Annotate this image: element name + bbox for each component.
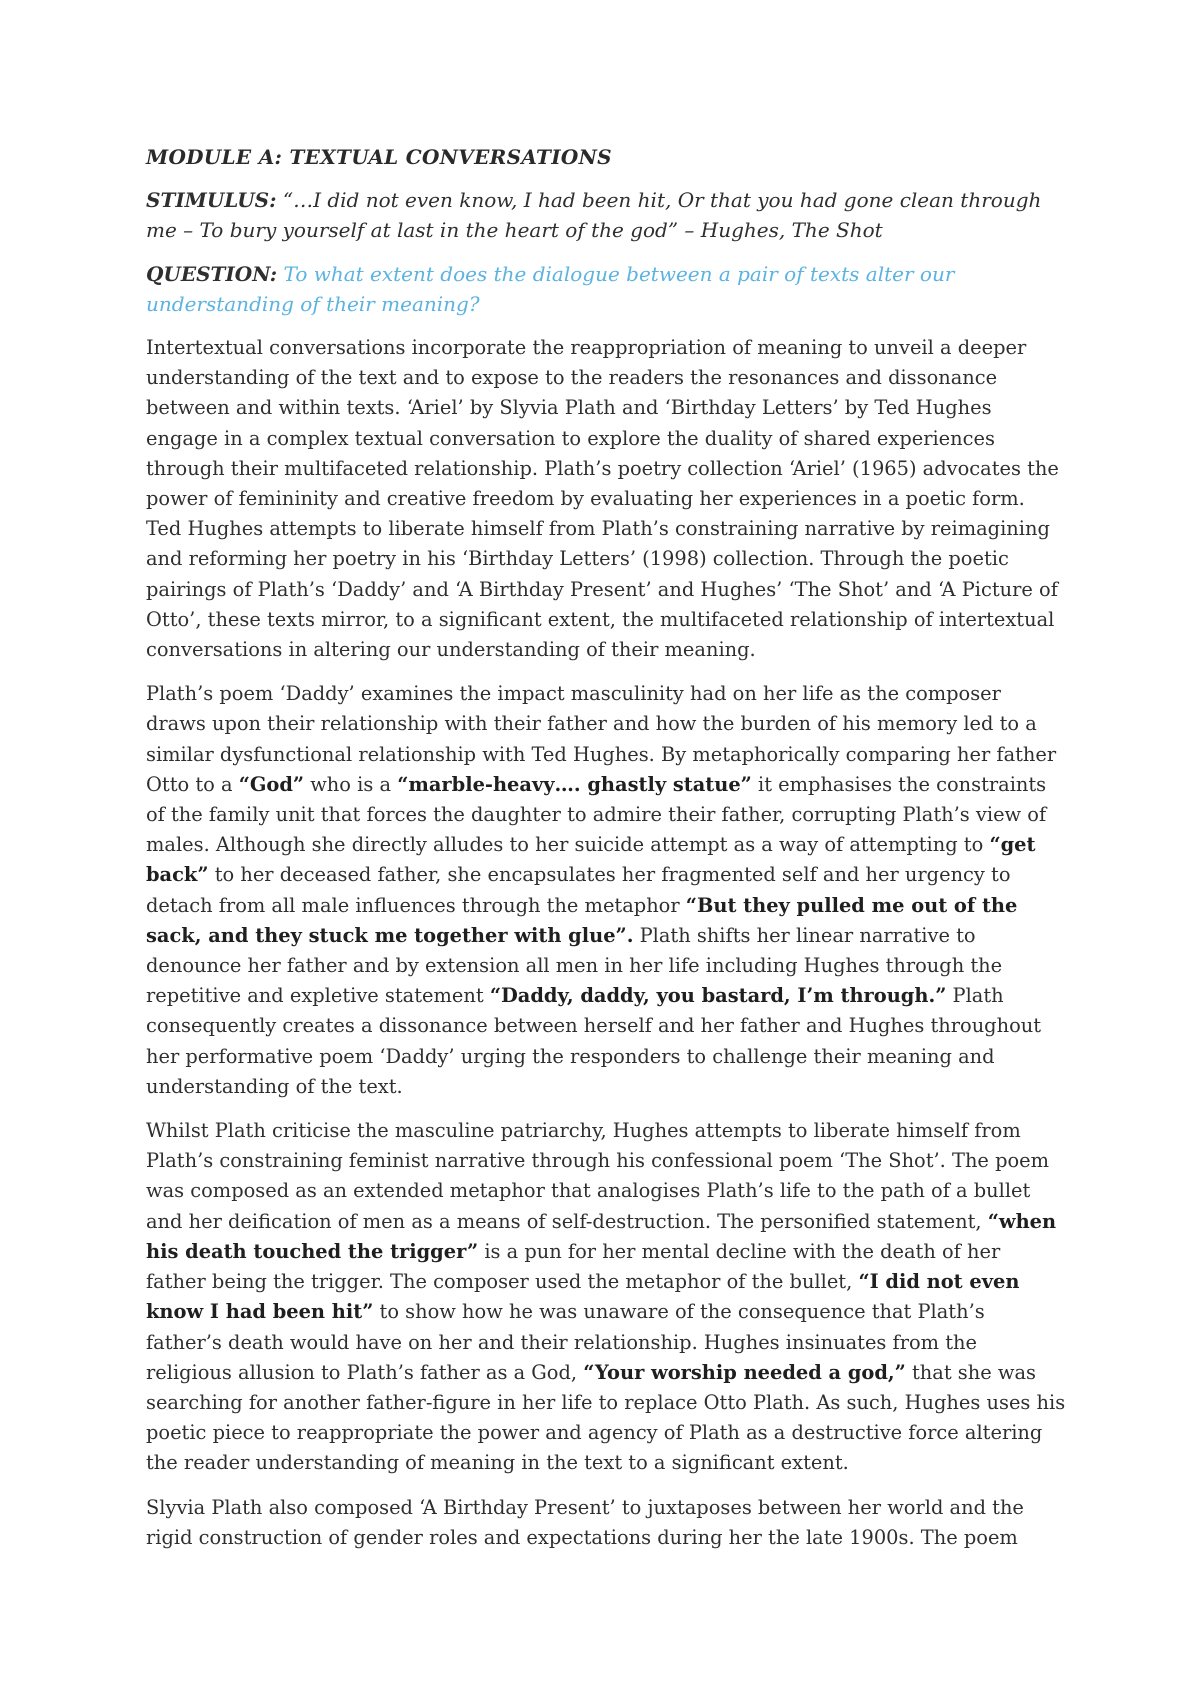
- essay-paragraph: [146, 679, 1066, 1102]
- quoted-evidence: “I did not even know I had been hit”: [146, 1270, 1020, 1324]
- paragraph-text: to show how he was unaware of the consequence that Plath’s father’s death would have on her and their relationship. Hughes insinuates from the religious allusion to Plath’s father as a God,: [146, 1300, 985, 1384]
- stimulus-quote: “…I did not even know, I had been hit, Or that you had gone clean through me – To bury yourself at last in the heart of the god” – Hughes, The Shot: [146, 188, 1042, 242]
- question-text: To what extent does the dialogue between a pair of texts alter our understanding of their meaning?: [146, 262, 955, 316]
- paragraph-text: Plath’s poem ‘Daddy’ examines the impact masculinity had on her life as the composer draws upon their relationship with their father and how the burden of his memory led to a similar dysfunctional relationship with Ted Hughes. By metaphorically comparing her father Otto to a: [146, 682, 1057, 796]
- paragraph-text: Whilst Plath criticise the masculine patriarchy, Hughes attempts to liberate himself from Plath’s constraining feminist narrative through his confessional poem ‘The Shot’. The poem was composed as an extended metaphor that analogises Plath’s life to the path of a bullet and her deification of men as a means of self-destruction. The personified statement,: [146, 1119, 1050, 1233]
- quoted-evidence: “God”: [238, 772, 305, 796]
- quoted-evidence: “when his death touched the trigger”: [146, 1209, 1057, 1263]
- essay-body: [146, 333, 1066, 1553]
- essay-paragraph: [146, 1116, 1066, 1478]
- paragraph-text: it emphasises the constraints of the family unit that forces the daughter to admire their father, corrupting Plath’s view of males. Although she directly alludes to her suicide attempt as a way of attempting to: [146, 772, 1047, 857]
- quoted-evidence: “Daddy, daddy, you bastard, I’m through.”: [489, 984, 947, 1008]
- essay-paragraph: [146, 333, 1066, 665]
- document-page: [146, 145, 1066, 1567]
- quoted-evidence: “marble-heavy…. ghastly statue”: [397, 772, 752, 796]
- paragraph-text: Plath shifts her linear narrative to denounce her father and by extension all men in her life including Hughes through the repetitive and expletive statement: [146, 923, 1003, 1008]
- paragraph-text: who is a: [304, 772, 398, 796]
- question-block: [146, 259, 1066, 319]
- quoted-evidence: “get back”: [146, 833, 1036, 887]
- stimulus-block: [146, 185, 1066, 245]
- paragraph-text: Intertextual conversations incorporate the reappropriation of meaning to unveil a deeper understanding of the text and to expose to the readers the resonances and dissonance between and within texts. ‘Ariel’ by Slyvia Plath and ‘Birthday Letters’ by Ted Hughes engage in a complex textual conversation to explore the duality of shared experiences through their multifaceted relationship. Plath’s poetry collection ‘Ariel’ (1965) advocates the power of femininity and creative freedom by evaluating her experiences in a poetic form. Ted Hughes attempts to liberate himself from Plath’s constraining narrative by reimagining and reforming her poetry in his ‘Birthday Letters’ (1998) collection. Through the poetic pairings of Plath’s ‘Daddy’ and ‘A Birthday Present’ and Hughes’ ‘The Shot’ and ‘A Picture of Otto’, these texts mirror, to a significant extent, the multifaceted relationship of intertextual conversations in altering our understanding of their meaning.: [146, 336, 1059, 662]
- quoted-evidence: “Your worship needed a god,”: [583, 1360, 906, 1384]
- paragraph-text: that she was searching for another father-figure in her life to replace Otto Plath. As such, Hughes uses his poetic piece to reappropriate the power and agency of Plath as a destructive force altering the reader understanding of meaning in the text to a significant extent.: [146, 1360, 1066, 1475]
- paragraph-text: is a pun for her mental decline with the death of her father being the trigger. The composer used the metaphor of the bullet,: [146, 1239, 1001, 1294]
- paragraph-text: Slyvia Plath also composed ‘A Birthday Present’ to juxtaposes between her world and the rigid construction of gender roles and expectations during her the late 1900s. The poem: [146, 1495, 1024, 1549]
- quoted-evidence: “But they pulled me out of the sack, and they stuck me together with glue”.: [146, 893, 1018, 947]
- question-label: QUESTION:: [146, 262, 278, 286]
- module-heading: MODULE A: TEXTUAL CONVERSATIONS: [146, 145, 612, 169]
- paragraph-text: to her deceased father, she encapsulates her fragmented self and her urgency to detach from all male influences through the metaphor: [146, 863, 1011, 917]
- stimulus-label: STIMULUS:: [146, 188, 277, 212]
- paragraph-text: Plath consequently creates a dissonance between herself and her father and Hughes throughout her performative poem ‘Daddy’ urging the responders to challenge their meaning and understanding of the text.: [146, 984, 1042, 1098]
- essay-paragraph: [146, 1493, 1066, 1553]
